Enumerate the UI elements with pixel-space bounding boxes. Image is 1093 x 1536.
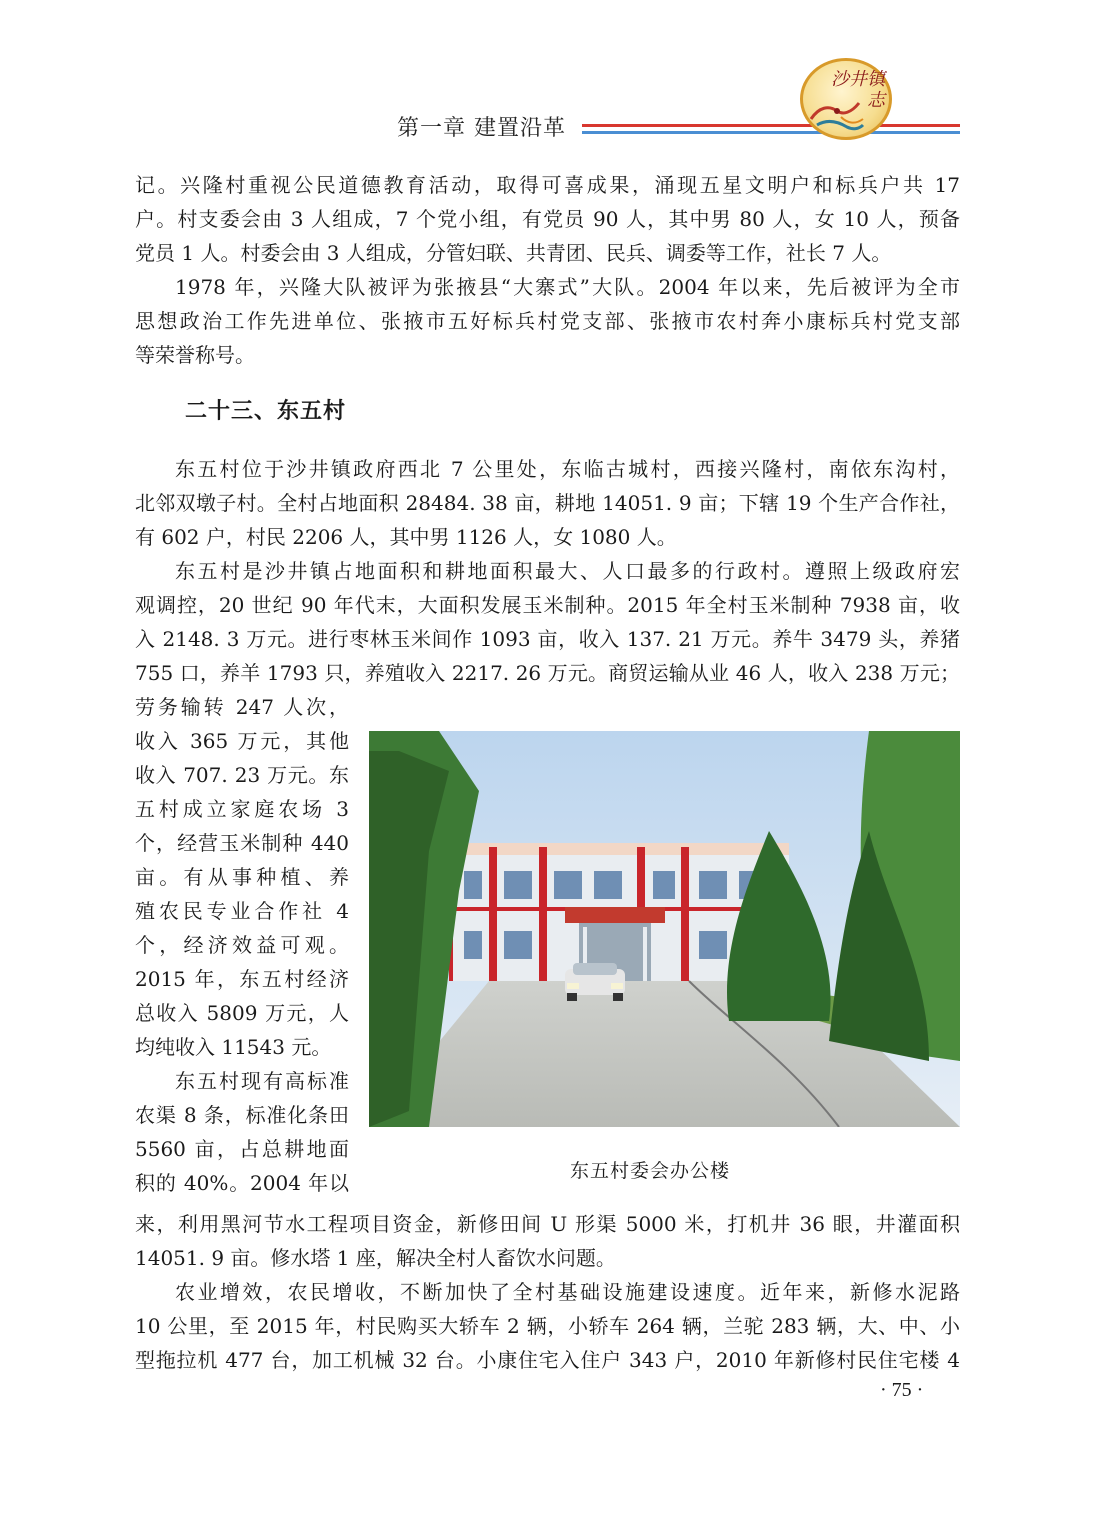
text-line: 农渠 8 条，标准化条田 (135, 1103, 349, 1127)
text-line: 记。兴隆村重视公民道德教育活动，取得可喜成果，涌现五星文明户和标兵户共 17 (135, 173, 960, 197)
text-line: 积的 40%。2004 年以 (135, 1171, 349, 1195)
text-line: 来，利用黑河节水工程项目资金，新修田间 U 形渠 5000 米，打机井 36 眼，井灌面积 (135, 1212, 960, 1236)
text-line: 5560 亩，占总耕地面 (135, 1137, 349, 1161)
text-line: 等荣誉称号。 (135, 343, 255, 367)
text-line: 755 口，养羊 1793 只，养殖收入 2217. 26 万元。商贸运输从业 46 人，收入 238 万元； (135, 661, 960, 685)
page-number: · 75 · (880, 1379, 924, 1401)
gazetteer-emblem (800, 58, 892, 140)
text-line: 个，经济效益可观。 (135, 933, 349, 957)
photo-caption: 东五村委会办公楼 (570, 1160, 731, 1182)
text-line: 亩。有从事种植、养 (135, 865, 349, 889)
text-line: 收入 365 万元，其他 (135, 729, 349, 753)
text-line: 东五村位于沙井镇政府西北 7 公里处，东临古城村，西接兴隆村，南依东沟村， (175, 457, 960, 481)
header-rule-red (582, 124, 960, 127)
text-line: 型拖拉机 477 台，加工机械 32 台。小康住宅入住户 343 户，2010 年新修村民住宅楼 4 (135, 1348, 960, 1372)
text-line: 劳务输转 247 人次， (135, 695, 349, 719)
text-line: 观调控，20 世纪 90 年代末，大面积发展玉米制种。2015 年全村玉米制种 7938 亩，收 (135, 593, 960, 617)
text-line: 个，经营玉米制种 440 (135, 831, 349, 855)
text-line: 五村成立家庭农场 3 (135, 797, 349, 821)
text-line: 1978 年，兴隆大队被评为张掖县“大寨式”大队。2004 年以来，先后被评为全市 (175, 275, 960, 299)
paragraph-block-top (135, 168, 960, 372)
text-line: 收入 707. 23 万元。东 (135, 763, 349, 787)
photo-illustration (369, 731, 960, 1127)
text-line: 思想政治工作先进单位、张掖市五好标兵村党支部、张掖市农村奔小康标兵村党支部 (135, 309, 960, 333)
paragraph-block-bottom (135, 1207, 960, 1377)
emblem-text: 沙井镇志 (831, 69, 885, 111)
paragraph-block-mid (135, 452, 960, 690)
text-line: 农业增效，农民增收，不断加快了全村基础设施建设速度。近年来，新修水泥路 (175, 1280, 960, 1304)
text-line: 东五村是沙井镇占地面积和耕地面积最大、人口最多的行政村。遵照上级政府宏 (175, 559, 960, 583)
header-rule-blue (582, 131, 960, 134)
section-heading: 二十三、东五村 (185, 399, 347, 424)
text-line: 入 2148. 3 万元。进行枣林玉米间作 1093 亩，收入 137. 21 万元。养牛 3479 头，养猪 (135, 627, 960, 651)
narrow-text-column (135, 690, 349, 1200)
text-line: 总收入 5809 万元，人 (135, 1001, 349, 1025)
text-line: 2015 年，东五村经济 (135, 967, 349, 991)
text-line: 户。村支委会由 3 人组成，7 个党小组，有党员 90 人，其中男 80 人，女 10 人，预备 (135, 207, 960, 231)
text-line: 殖农民专业合作社 4 (135, 899, 349, 923)
office-building-photo (369, 731, 960, 1127)
text-line: 有 602 户，村民 2206 人，其中男 1126 人，女 1080 人。 (135, 525, 677, 549)
text-line: 东五村现有高标准 (175, 1069, 349, 1093)
chapter-title: 第一章 建置沿革 (397, 116, 566, 141)
text-line: 均纯收入 11543 元。 (135, 1035, 332, 1059)
page-header (0, 0, 1093, 150)
text-line: 10 公里，至 2015 年，村民购买大轿车 2 辆，小轿车 264 辆，兰驼 283 辆，大、中、小 (135, 1314, 960, 1338)
text-line: 14051. 9 亩。修水塔 1 座，解决全村人畜饮水问题。 (135, 1246, 616, 1270)
text-line: 北邻双墩子村。全村占地面积 28484. 38 亩，耕地 14051. 9 亩；下辖 19 个生产合作社， (135, 491, 960, 515)
text-line: 党员 1 人。村委会由 3 人组成，分管妇联、共青团、民兵、调委等工作，社长 7 人。 (135, 241, 892, 265)
